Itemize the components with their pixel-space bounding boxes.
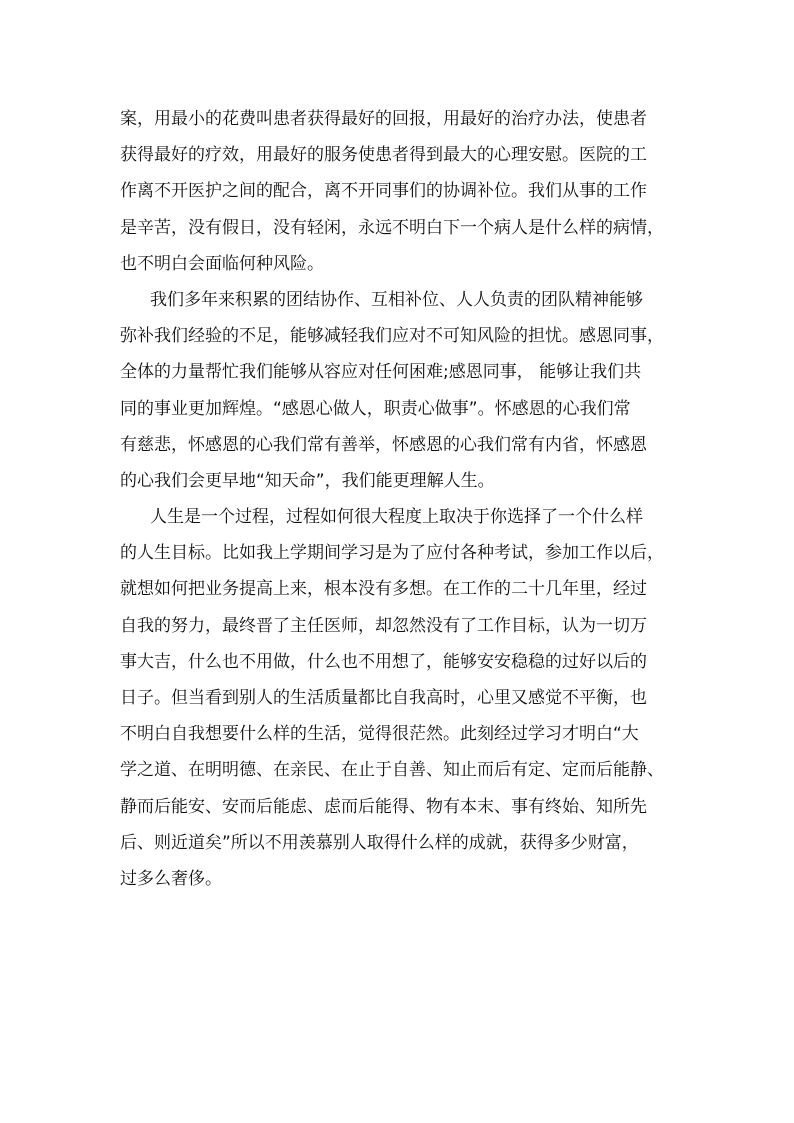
- paragraph-2: [120, 282, 674, 499]
- paragraph-line: 自我的努力，最终晋了主任医师，却忽然没有了工作目标，认为一切万: [120, 615, 647, 636]
- paragraph-line: 学之道、在明明德、在亲民、在止于自善、知止而后有定、定而后能静、: [120, 760, 664, 781]
- paragraph-line: 我们多年来积累的团结协作、互相补位、人人负责的团队精神能够: [150, 289, 643, 310]
- paragraph-line: 人生是一个过程，过程如何很大程度上取决于你选择了一个什么样: [150, 507, 643, 528]
- paragraph-line: 事大吉，什么也不用做，什么也不用想了，能够安安稳稳的过好以后的: [120, 651, 647, 672]
- paragraph-1: [120, 101, 674, 282]
- paragraph-line: 不明白自我想要什么样的生活，觉得很茫然。此刻经过学习才明白“大: [120, 724, 639, 745]
- paragraph-line: 全体的力量帮忙我们能够从容应对任何困难;感恩同事， 能够让我们共: [120, 362, 642, 383]
- paragraph-line: 有慈悲，怀感恩的心我们常有善举，怀感恩的心我们常有内省，怀感恩: [120, 434, 647, 455]
- paragraph-3: [120, 499, 674, 897]
- paragraph-line: 的人生目标。比如我上学期间学习是为了应付各种考试，参加工作以后，: [120, 543, 664, 564]
- paragraph-line: 也不明白会面临何种风险。: [120, 253, 324, 274]
- paragraph-line: 后、则近道矣”所以不用羡慕别人取得什么样的成就，获得多少财富，: [120, 832, 639, 853]
- paragraph-line: 是辛苦，没有假日，没有轻闲，永远不明白下一个病人是什么样的病情，: [120, 217, 664, 238]
- paragraph-line: 静而后能安、安而后能虑、虑而后能得、物有本末、事有终始、知所先: [120, 796, 647, 817]
- paragraph-line: 作离不开医护之间的配合，离不开同事们的协调补位。我们从事的工作: [120, 181, 647, 202]
- paragraph-line: 就想如何把业务提高上来，根本没有多想。在工作的二十几年里，经过: [120, 579, 647, 600]
- paragraph-line: 的心我们会更早地“知天命”，我们能更理解人生。: [120, 470, 495, 491]
- paragraph-line: 日子。但当看到别人的生活质量都比自我高时，心里又感觉不平衡，也: [120, 688, 647, 708]
- paragraph-line: 同的事业更加辉煌。“感恩心做人，职责心做事”。怀感恩的心我们常: [120, 398, 631, 419]
- paragraph-line: 获得最好的疗效，用最好的服务使患者得到最大的心理安慰。医院的工: [120, 145, 647, 166]
- document-body: [120, 101, 674, 897]
- paragraph-line: 案，用最小的花费叫患者获得最好的回报，用最好的治疗办法，使患者: [120, 109, 647, 129]
- paragraph-line: 弥补我们经验的不足，能够减轻我们应对不可知风险的担忧。感恩同事，: [120, 326, 664, 347]
- paragraph-line: 过多么奢侈。: [120, 868, 222, 889]
